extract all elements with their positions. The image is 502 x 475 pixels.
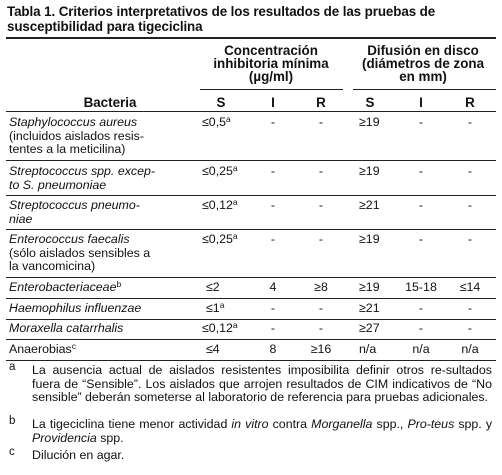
cell-cim-r: ≥8 [314,280,328,294]
cell-disk-s: ≥21 [359,198,380,212]
footnote-b-part: La tigeciclina tiene menor actividad [32,417,232,431]
cell-disk-i: - [418,164,424,178]
bacteria-name-line: (sólo aislados sensibles a [9,245,151,260]
table-title [7,4,497,34]
row-bacteria-name [9,116,199,157]
bacteria-name-line: Streptococcus pneumo- [9,198,140,212]
cell-cim-i: 4 [269,280,277,294]
cell-disk-i: 15-18 [405,280,437,294]
header-bottom-rule [6,111,496,112]
row-bacteria-name [9,322,199,336]
footnote-ref: a [232,197,238,207]
bacteria-name-line: Haemophilus influenzae [9,301,142,315]
footnote-ref: a [219,300,225,310]
cell-value: ≤0,12 [202,198,233,212]
row-rule [6,229,496,230]
bacteria-name-line: Enterococcus faecalis [9,232,130,246]
footnote-ref: a [232,320,238,330]
footnote-a-text: La ausencia actual de aislados resistentes imposibilita definir otros re-sultados fuera de “Sensible”. Los aislados que arrojen resultados de CIM indicativos de “No sensible” deberán someterse al laboratorio de referencia para pruebas adicionales. [32,363,492,404]
footnote-mark-c: c [9,446,15,458]
cell-cim-s [206,302,224,316]
cell-disk-s: ≥27 [359,321,380,335]
row-bacteria-name [9,281,199,295]
cim-header-line-2: inhibitoria mínima [213,56,329,71]
footnote-b-part: spp. [96,430,124,445]
disk-header-line-2: (diámetros de zona [361,56,485,71]
footnote-b-part: spp., [372,417,408,431]
cell-disk-r: ≤14 [459,280,481,294]
bacteria-name-line: la vancomicina) [9,259,96,273]
column-header-bacteria: Bacteria [83,95,137,110]
row-rule [6,339,496,340]
row-bacteria-name [9,199,199,226]
footnote-b-part: contra [268,417,312,431]
cell-cim-i: - [270,164,276,178]
cell-disk-s: ≥19 [359,232,380,246]
bacteria-name-line: Enterobacteriaceae [9,280,117,294]
column-header-cim-i: I [271,95,275,110]
footnote-b-part: in vitro [231,417,269,431]
cim-header-line-1: Concentración [224,43,318,58]
column-header-disk-i: I [419,95,423,110]
footnote-b-part: Morganella [311,417,373,431]
cell-disk-i: - [418,232,424,246]
cell-cim-r: - [318,321,324,335]
cell-disk-s: ≥19 [359,164,380,178]
cell-cim-s [202,199,238,213]
cell-disk-s: ≥19 [359,280,380,294]
cell-cim-r: - [318,164,324,178]
bacteria-name-line: niae [9,211,33,226]
cell-disk-r: - [467,321,473,335]
cell-cim-i: - [270,321,276,335]
footnote-ref: b [116,279,122,289]
footnote-c-text: Dilución en agar. [32,448,125,462]
cell-disk-r: - [467,164,473,178]
footnote-ref: a [232,231,238,241]
row-bacteria-name [9,302,199,316]
cell-cim-i: - [270,232,276,246]
row-bacteria-name [9,165,199,192]
cell-disk-s: ≥19 [359,115,380,129]
cell-disk-i: - [418,115,424,129]
cell-disk-s: ≥21 [359,301,380,315]
row-bacteria-name [9,343,199,357]
top-rule [6,37,496,39]
row-rule [6,160,496,161]
cell-cim-r: ≥16 [310,342,332,356]
cell-disk-r: n/a [461,342,479,356]
footnote-ref: a [232,163,238,173]
cell-cim-i: - [270,115,276,129]
cell-cim-s: ≤4 [206,342,220,356]
cell-cim-s [202,165,238,179]
bacteria-name-line: tentes a la meticilina) [9,142,126,156]
bacteria-name-line: Anaerobias [9,342,72,356]
row-rule [6,298,496,299]
footnote-b-part: spp. y [454,417,493,431]
bacteria-name-line: (incluidos aislados resis- [9,128,144,143]
table-title-line-1: Tabla 1. Criterios interpretativos de los resultados de las pruebas de [7,4,436,19]
footnote-mark-b: b [9,415,16,427]
bacteria-name-line: Streptococcus spp. excep- [9,164,156,178]
footnote-ref: a [226,114,231,124]
cell-disk-r: - [467,115,473,129]
row-rule [6,319,496,320]
row-bacteria-name [9,233,199,274]
cell-cim-r: - [318,232,324,246]
footnote-ref: c [71,341,76,351]
footnote-b-text [32,418,492,445]
cell-disk-r: - [467,232,473,246]
cell-value: ≤1 [206,301,220,315]
cell-cim-r: - [318,115,324,129]
cell-cim-r: - [318,198,324,212]
cell-disk-i: - [418,198,424,212]
footnote-b-part: Providencia [32,430,97,445]
column-header-cim-r: R [316,95,326,110]
bacteria-name-line: to S. pneumoniae [9,177,107,192]
cell-value: ≤0,25 [202,164,233,178]
row-rule [6,195,496,196]
disk-group-rule [353,89,496,90]
cell-value: ≤0,25 [202,232,233,246]
cell-value: ≤0,12 [202,321,233,335]
footnote-b-part: Pro-teus [407,417,455,431]
cell-cim-i: 8 [269,342,277,356]
cell-cim-s [202,322,238,336]
cell-disk-r: - [467,301,473,315]
table-bottom-rule [6,360,496,361]
row-rule [6,277,496,278]
bacteria-name-line: Moraxella catarrhalis [9,321,124,335]
cell-value: ≤0,5 [202,115,227,129]
footnote-mark-a: a [9,361,16,373]
cell-disk-r: - [467,198,473,212]
disk-header-line-1: Difusión en disco [367,43,479,58]
disk-group-header [348,44,498,83]
cell-disk-i: n/a [412,342,430,356]
disk-header-line-3: en mm) [399,69,447,84]
cim-header-line-3: (µg/ml) [248,69,294,84]
cell-disk-s: n/a [359,342,377,356]
cell-cim-s: ≤2 [206,280,220,294]
cim-group-rule [200,89,343,90]
cell-cim-s [202,116,231,130]
column-header-disk-r: R [465,95,475,110]
column-header-disk-s: S [365,95,375,110]
cell-cim-i: - [270,198,276,212]
cell-cim-r: - [318,301,324,315]
cim-group-header [196,44,346,83]
cell-cim-s [202,233,238,247]
cell-disk-i: - [418,321,424,335]
cell-disk-i: - [418,301,424,315]
table-title-line-2: susceptibilidad para tigeciclina [7,19,203,34]
bacteria-name-line: Staphylococcus aureus [9,115,138,129]
cell-cim-i: - [270,301,276,315]
column-header-cim-s: S [216,95,226,110]
